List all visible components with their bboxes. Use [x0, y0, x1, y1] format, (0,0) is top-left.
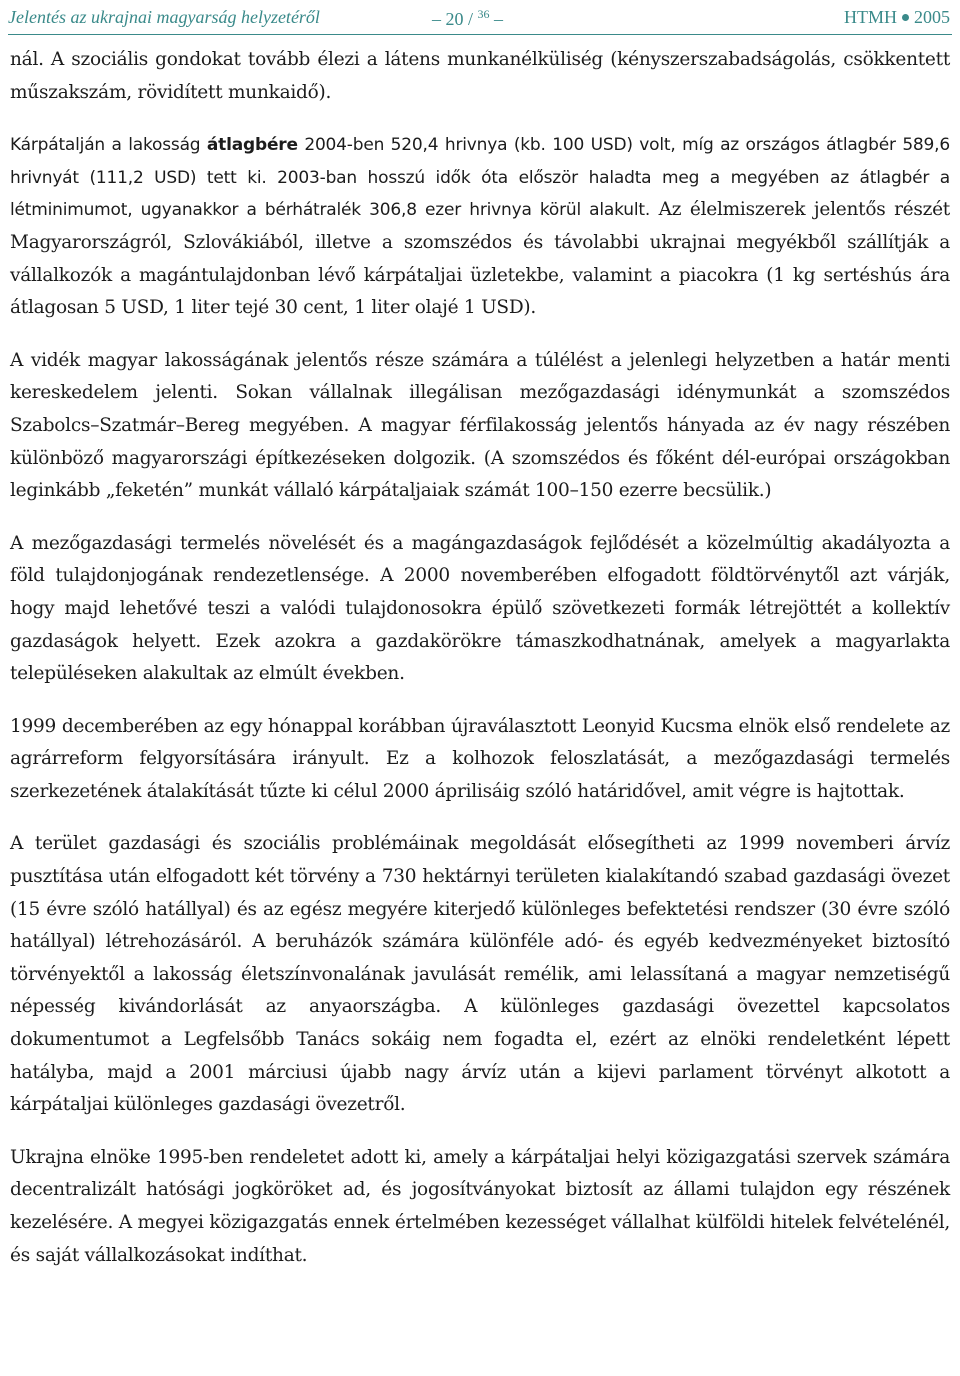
paragraph [10, 44, 950, 109]
paragraph-text: Ukrajna elnöke 1995-ben rendeletet adott ki, amely a kárpátaljai helyi közigazgatási szervek számára decentralizált hatósági jogköröket ad, és jogosítványokat biztosít az állami tulajdon egy részének kezelésére. A megyei közigazgatás ennek értelmében kezességet vállalhat külföldi hitelek felvételénél, és saját vállalkozásokat indíthat. [10, 1146, 950, 1266]
paragraph-text: 1999 decemberében az egy hónappal korábban újraválasztott Leonyid Kucsma elnök első rendelete az agrárreform felgyorsítására irányult. Ez a kolhozok feloszlatását, a mezőgazdasági termelés szerkezetének átalakítását tűzte ki célul 2000 áprilisáig szóló határidővel, amit végre is hajtottak. [10, 715, 950, 802]
paragraph [10, 828, 950, 1121]
paragraph [10, 129, 950, 325]
paragraph-text: Kárpátalján a lakosság [10, 135, 207, 156]
paragraph [10, 528, 950, 691]
page-current: 20 [445, 9, 464, 29]
paragraph-text: A mezőgazdasági termelés növelését és a magángazdaságok fejlődését a közelmúltig akadályozta a föld tulajdonjogának rendezetlensége. A 2000 novemberében elfogadott földtörvénytől azt várják, hogy majd lehetővé teszi a valódi tulajdonosokra épülő szövetkezeti formák létrejöttét a kollektív gazdaságok helyett. Ezek azokra a gazdakörökre támaszkodhatnának, amelyek a magyarlakta településeken alakultak az elmúlt években. [10, 532, 950, 685]
document-body [10, 44, 950, 1292]
bold-term: átlagbére [206, 135, 298, 156]
paragraph-text: A terület gazdasági és szociális problémáinak megoldását elősegítheti az 1999 novemberi árvíz pusztítása után elfogadott két törvény a 730 hektárnyi területen kialakítandó szabad gazdasági övezet (15 évre szóló hatállyal) és az egész megyére kiterjedő különleges befektetési rendszer (30 évre szóló hatállyal) létrehozásáról. A beruházók számára különféle adó- és egyéb kedvezményeket biztosító törvényektől a lakosság életszínvonalának javulását remélik, ami lelassítaná a magyar nemzetiségű népesség kivándorlását az anyaországba. A különleges gazdasági övezettel kapcsolatos dokumentumot a Legfelsőbb Tanács sokáig nem fogadta el, ezért az elnöki rendeletként lépett hatályba, majd a 2001 márciusi újabb nagy árvíz után a kijevi parlament törvényt alkotott a kárpátaljai különleges gazdasági övezetről. [10, 833, 950, 1116]
page-number: – 20 / $^{36}$ – [432, 7, 504, 29]
page-total: 36 [477, 7, 490, 21]
paragraph-text: 2004-ben 520,4 hrivnya (kb. 100 USD) volt, míg az országos átlagbér 589,6 hrivnyát (111,2 USD) tett ki. 2003-ban hosszú idők óta először haladta meg a megyében az átlagbér a létminimumot, ugyanakkor a bérhátralék 306,8 ezer hrivnya körül alakult. [10, 135, 950, 221]
paragraph [10, 711, 950, 809]
paragraph-text: nál. A szociális gondokat tovább élezi a látens munkanélküliség (kényszerszabadságolás, csökkentett műszakszám, rövidített munkaidő). [10, 49, 950, 103]
paragraph [10, 1142, 950, 1272]
bullet-icon [902, 14, 909, 21]
publication-year: 2005 [914, 7, 950, 27]
header-divider [8, 34, 952, 35]
document-title: Jelentés az ukrajnai magyarság helyzetéről [8, 7, 320, 27]
paragraph [10, 345, 950, 508]
publisher-info [844, 7, 950, 28]
page-header [0, 0, 960, 36]
paragraph-text: A vidék magyar lakosságának jelentős része számára a túlélést a jelenlegi helyzetben a határ menti kereskedelem jelenti. Sokan vállalnak illegálisan mezőgazdasági idénymunkát a szomszédos Szabolcs–Szatmár–Bereg megyében. A magyar férfilakosság jelentős hányada az év nagy részében különböző magyarországi építkezéseken dolgozik. (A szomszédos és főként dél-európai országokban leginkább „feketén” munkát vállaló kárpátaljaiak számát 100–150 ezerre becsülik.) [10, 349, 950, 502]
publisher-name: HTMH [844, 7, 897, 27]
paragraph-text: Az élelmiszerek jelentős részét Magyarországról, Szlovákiából, illetve a szomszédos és távolabbi ukrajnai megyékből szállítják a vállalkozók a magántulajdonban lévő kárpátaljai üzletekbe, valamint a piacokra (1 kg sertéshús ára átlagosan 5 USD, 1 liter tejé 30 cent, 1 liter olajé 1 USD). [10, 199, 950, 319]
